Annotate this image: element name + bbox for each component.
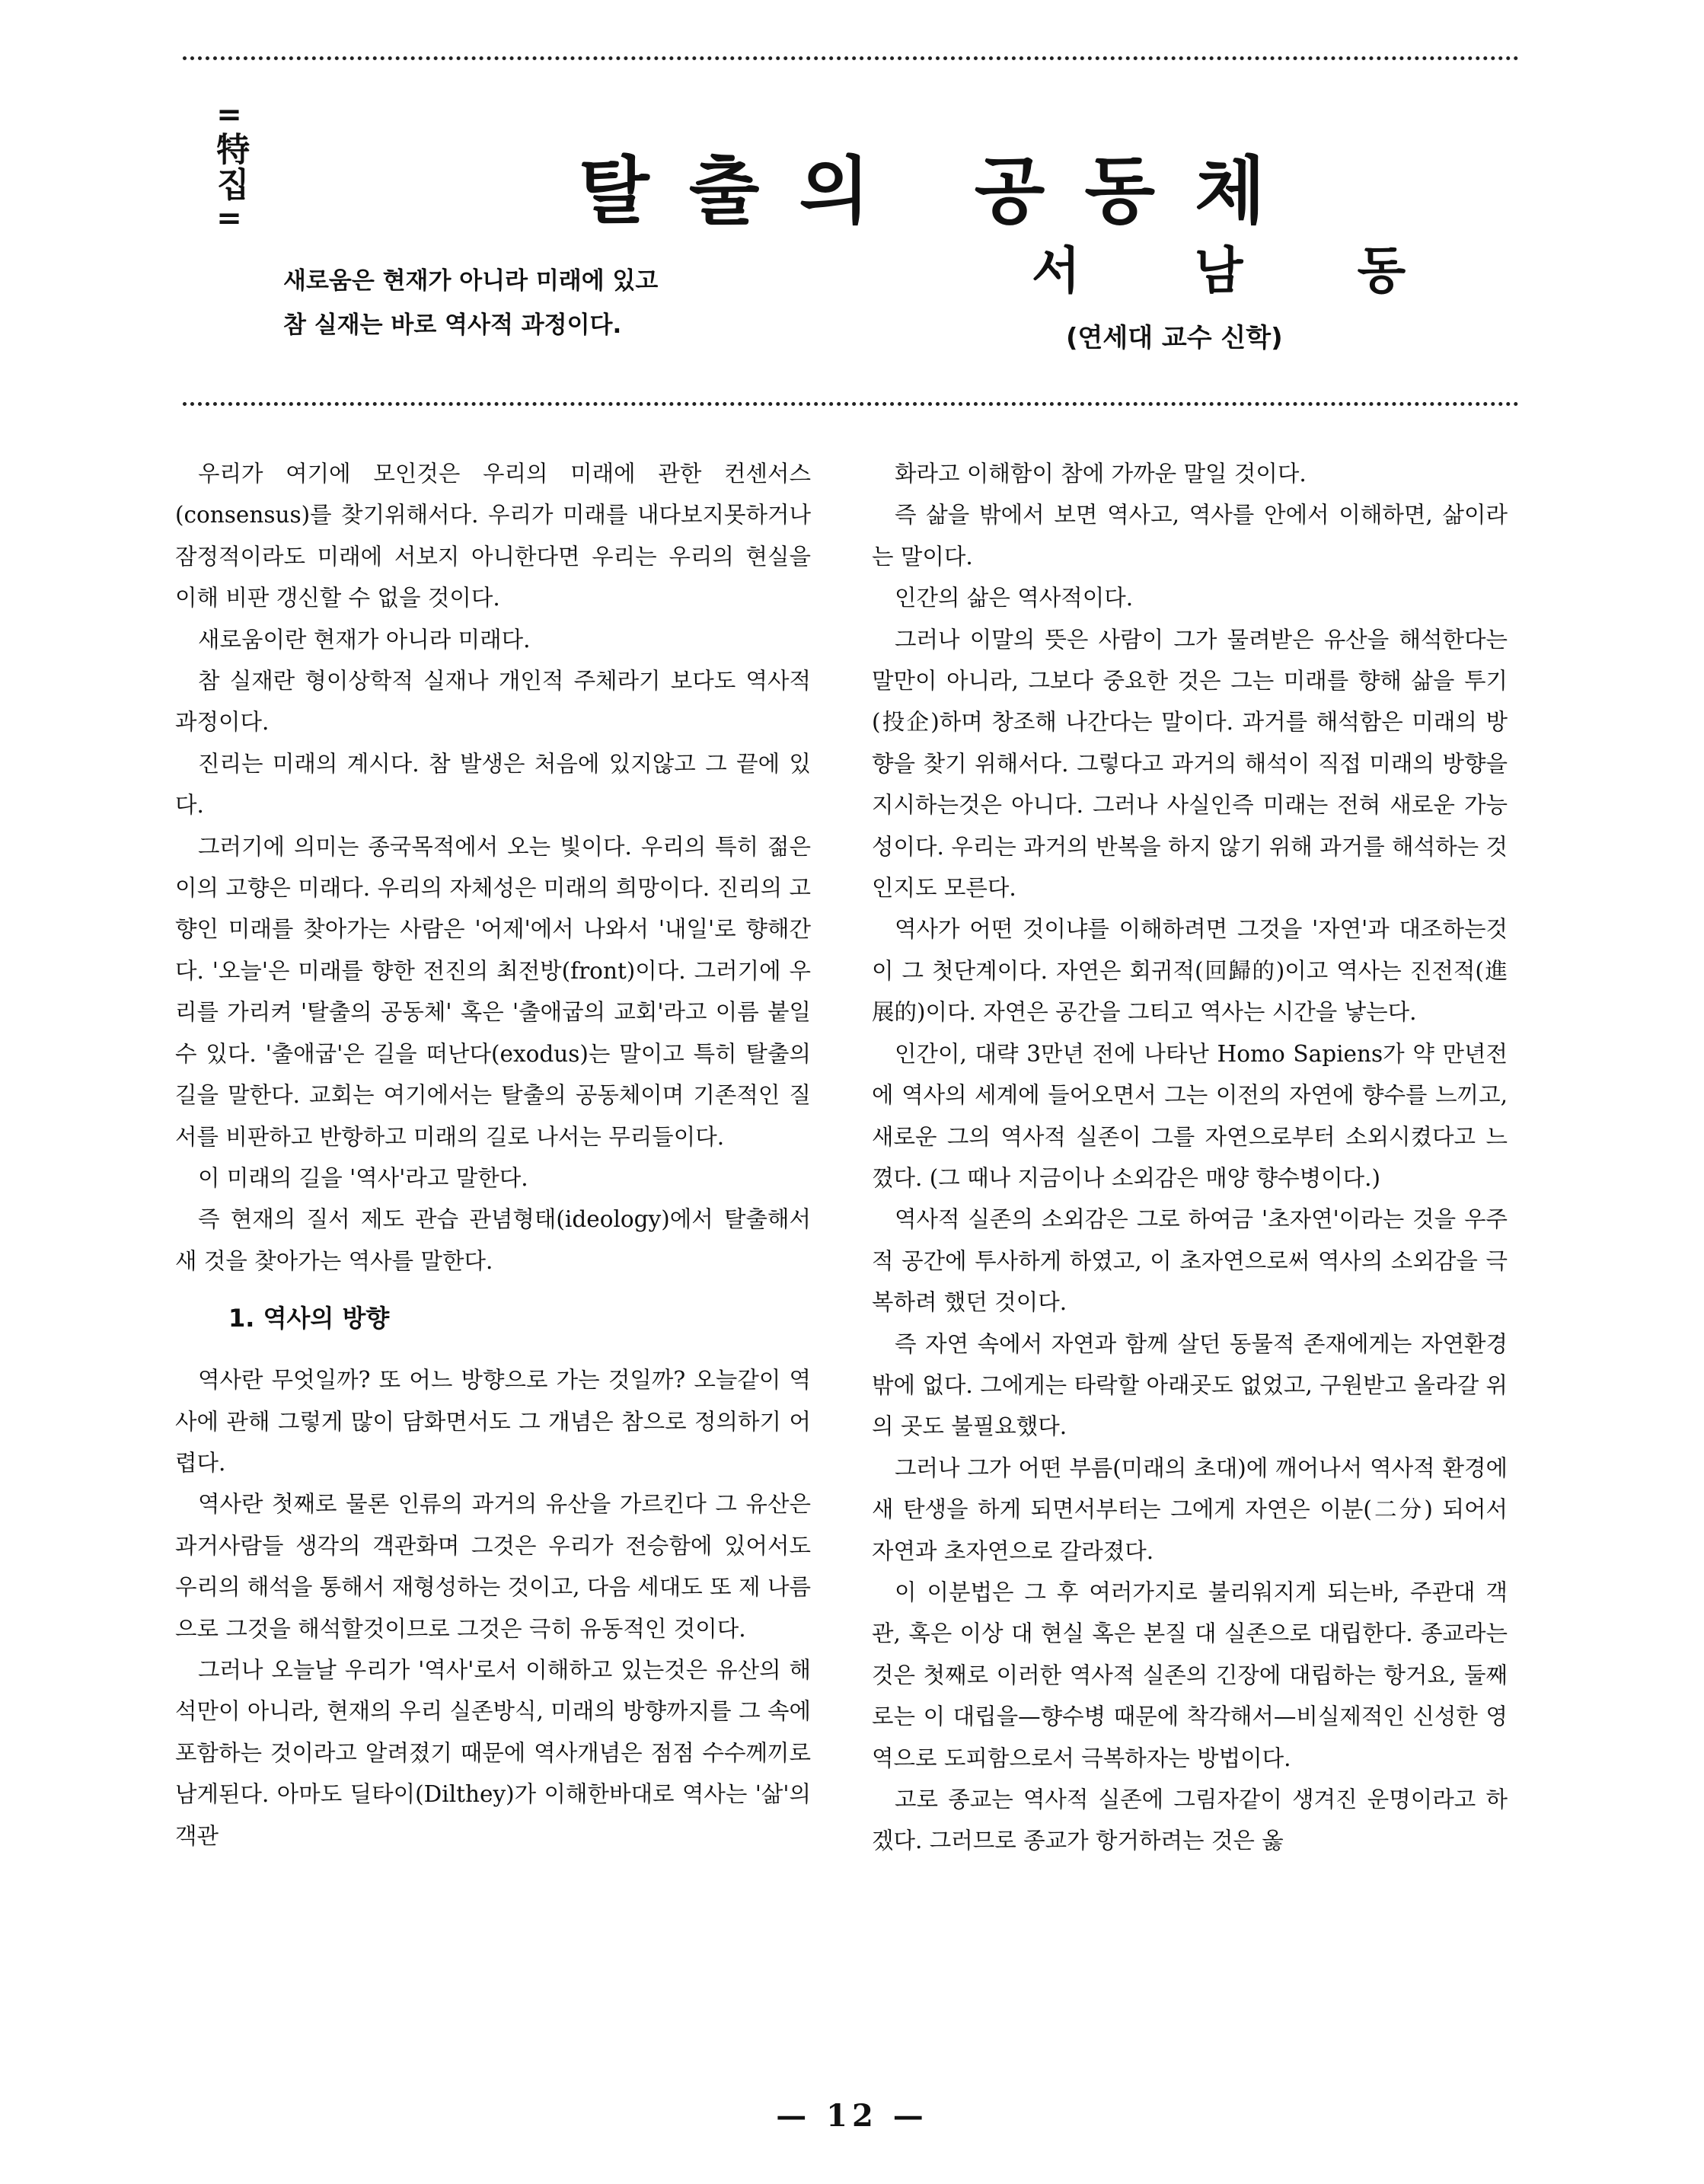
subtitle-line: 참 실재는 바로 역사적 과정이다.: [283, 311, 622, 339]
double-dash-mark-bottom: =: [216, 201, 242, 236]
paragraph: 고로 종교는 역사적 실존에 그림자같이 생겨진 운명이라고 하겠다. 그러므로 종교가 항거하려는 것은 옳: [872, 1786, 1508, 1854]
paragraph: 그러나 이말의 뜻은 사람이 그가 물려받은 유산을 해석한다는 말만이 아니라, 그보다 중요한 것은 그는 미래를 향해 삶을 투기(投企)하며 창조해 나간다는 말이다. 과거를 해석함은 미래의 방향을 찾기 위해서다. 그렇다고 과거의 해석이 직접 미래의 방향을 지시하는것은 아니다. 그러나 사실인즉 미래는 전혀 새로운 가능성이다. 우리는 과거의 반복을 하지 않기 위해 과거를 해석하는 것인지도 모른다.: [872, 626, 1508, 902]
paragraph: 그러나 그가 어떤 부름(미래의 초대)에 깨어나서 역사적 환경에 새 탄생을 하게 되면서부터는 그에게 자연은 이분(二分) 되어서 자연과 초자연으로 갈라졌다.: [872, 1454, 1508, 1564]
subtitle-line: 새로움은 현재가 아니라 미래에 있고: [283, 267, 659, 295]
article-subtitle: [283, 259, 658, 347]
right-column: [872, 453, 1508, 1862]
top-dotted-rule: [183, 56, 1519, 60]
article-title: 탈출의 공동체: [579, 148, 1305, 234]
left-column: [175, 453, 811, 1857]
paragraph: 역사란 첫째로 물론 인류의 과거의 유산을 가르킨다 그 유산은 과거사람들 생각의 객관화며 그것은 우리가 전승함에 있어서도 우리의 해석을 통해서 재형성하는 것이고, 다음 세대도 또 제 나름으로 그것을 해석할것이므로 그것은 극히 유동적인 것이다.: [175, 1491, 811, 1642]
paragraph: 인간이, 대략 3만년 전에 나타난 Homo Sapiens가 약 만년전에 역사의 세계에 들어오면서 그는 이전의 자연에 향수를 느끼고, 새로운 그의 역사적 실존이 그를 자연으로부터 소외시켰다고 느꼈다. (그 때나 지금이나 소외감은 매양 향수병이다.): [872, 1040, 1508, 1191]
paragraph: 화라고 이해함이 참에 가까운 말일 것이다.: [895, 461, 1307, 487]
paragraph: 그러나 오늘날 우리가 '역사'로서 이해하고 있는것은 유산의 해석만이 아니라, 현재의 우리 실존방식, 미래의 방향까지를 그 속에 포함하는 것이라고 알려졌기 때문에 역사개념은 점점 수수께끼로 남게된다. 아마도 딜타이(Dilthey)가 이해한바대로 역사는 '삶'의 객관: [175, 1656, 811, 1849]
section-heading: 1. 역사의 방향: [228, 1304, 390, 1333]
special-label-text: 特집: [210, 132, 250, 202]
paragraph: 즉 삶을 밖에서 보면 역사고, 역사를 안에서 이해하면, 삶이라는 말이다.: [872, 502, 1508, 570]
paragraph: 즉 현재의 질서 제도 관습 관념형태(ideology)에서 탈출해서 새 것을 찾아가는 역사를 말한다.: [175, 1206, 811, 1274]
paragraph: 참 실재란 형이상학적 실재나 개인적 주체라기 보다도 역사적 과정이다.: [175, 668, 811, 736]
paragraph: 인간의 삶은 역사적이다.: [895, 585, 1134, 611]
paragraph: 역사적 실존의 소외감은 그로 하여금 '초자연'이라는 것을 우주적 공간에 투사하게 하였고, 이 초자연으로써 역사의 소외감을 극복하려 했던 것이다.: [872, 1206, 1508, 1316]
author-affiliation: (연세대 교수 신학): [1066, 323, 1283, 353]
paragraph: 우리가 여기에 모인것은 우리의 미래에 관한 컨센서스(consensus)를 찾기위해서다. 우리가 미래를 내다보지못하거나 잠정적이라도 미래에 서보지 아니한다면 우리는 우리의 현실을 이해 비판 갱신할 수 없을 것이다.: [175, 461, 811, 611]
paragraph: 진리는 미래의 계시다. 참 발생은 처음에 있지않고 그 끝에 있다.: [175, 750, 811, 819]
double-dash-mark-top: =: [216, 97, 242, 133]
author-name: 서남동: [1032, 241, 1521, 300]
paragraph: 역사가 어떤 것이냐를 이해하려면 그것을 '자연'과 대조하는것이 그 첫단계이다. 자연은 회귀적(回歸的)이고 역사는 진전적(進展的)이다. 자연은 공간을 그티고 역사는 시간을 낳는다.: [872, 916, 1508, 1026]
paragraph: 역사란 무엇일까? 또 어느 방향으로 가는 것일까? 오늘같이 역사에 관해 그렇게 많이 담화면서도 그 개념은 참으로 정의하기 어렵다.: [175, 1367, 811, 1476]
header-bottom-dotted-rule: [183, 402, 1519, 406]
paragraph: 즉 자연 속에서 자연과 함께 살던 동물적 존재에게는 자연환경밖에 없다. 그에게는 타락할 아래곳도 없었고, 구원받고 올라갈 위의 곳도 불필요했다.: [872, 1330, 1508, 1440]
paragraph: 이 미래의 길을 '역사'라고 말한다.: [198, 1164, 528, 1191]
special-feature-label: [210, 97, 250, 236]
paragraph: 새로움이란 현재가 아니라 미래다.: [198, 626, 531, 653]
paragraph: 그러기에 의미는 종국목적에서 오는 빛이다. 우리의 특히 젊은이의 고향은 미래다. 우리의 자체성은 미래의 희망이다. 진리의 고향인 미래를 찾아가는 사람은 '어제'에서 나와서 '내일'로 향해간다. '오늘'은 미래를 향한 전진의 최전방(front)이다. 그러기에 우리를 가리켜 '탈출의 공동체' 혹은 '출애굽의 교회'라고 이름 붙일 수 있다. '출애굽'은 길을 떠난다(exodus)는 말이고 특히 탈출의 길을 말한다. 교회는 여기에서는 탈출의 공동체이며 기존적인 질서를 비판하고 반항하고 미래의 길로 나서는 무리들이다.: [175, 833, 811, 1150]
paragraph: 이 이분법은 그 후 여러가지로 불리워지게 되는바, 주관대 객관, 혹은 이상 대 현실 혹은 본질 대 실존으로 대립한다. 종교라는 것은 첫째로 이러한 역사적 실존의 긴장에 대립하는 항거요, 둘째로는 이 대립을—향수병 때문에 착각해서—비실제적인 신성한 영역으로 도피함으로서 극복하자는 방법이다.: [872, 1579, 1508, 1771]
page-number: — 12 —: [776, 2098, 928, 2134]
